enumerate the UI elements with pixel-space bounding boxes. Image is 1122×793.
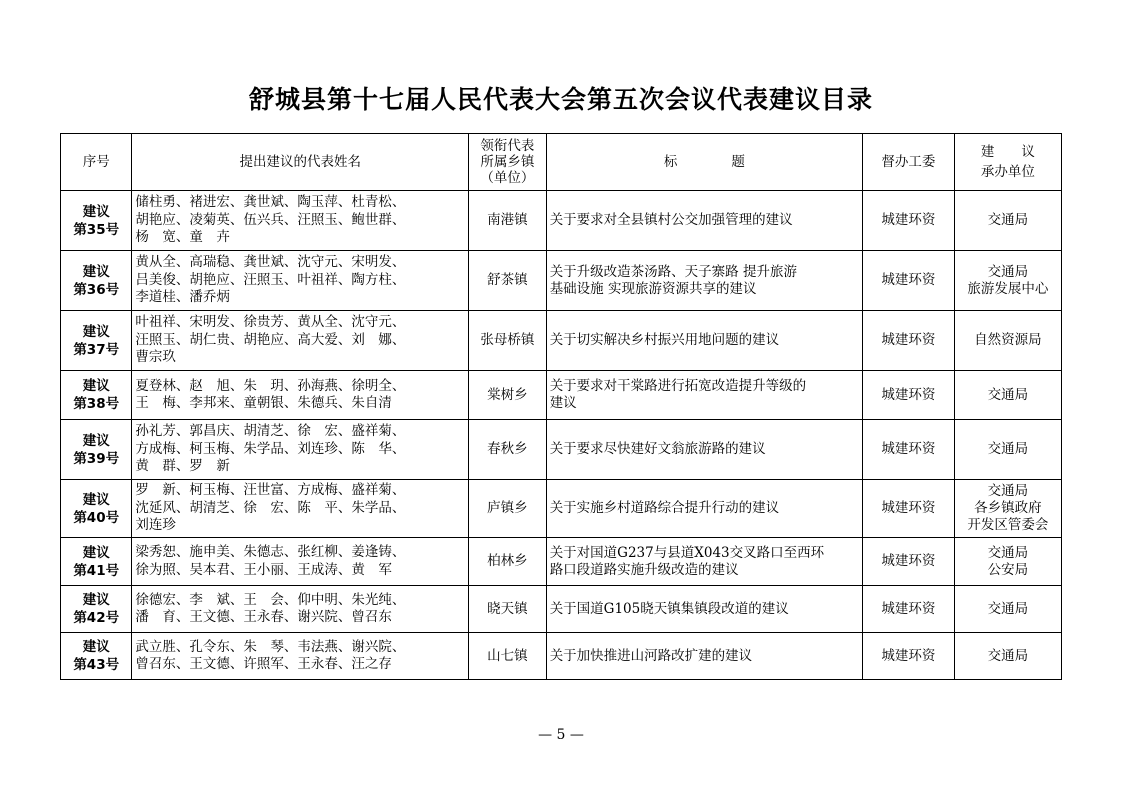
table-row bbox=[61, 633, 1062, 680]
handling-unit: 交通局 bbox=[954, 420, 1061, 480]
proposal-subject: 关于国道G105晓天镇集镇段改道的建议 bbox=[546, 586, 862, 633]
proposal-number: 建议 第41号 bbox=[61, 538, 132, 586]
lead-town: 春秋乡 bbox=[469, 420, 547, 480]
representative-names: 夏登林、赵 旭、朱 玥、孙海燕、徐明全、 王 梅、李邦来、童朝银、朱德兵、朱自清 bbox=[132, 371, 469, 420]
handling-unit: 交通局 bbox=[954, 633, 1061, 680]
proposal-number: 建议 第42号 bbox=[61, 586, 132, 633]
lead-town: 张母桥镇 bbox=[469, 311, 547, 371]
lead-town: 南港镇 bbox=[469, 191, 547, 251]
header-names: 提出建议的代表姓名 bbox=[132, 134, 469, 191]
proposal-subject: 关于要求对干棠路进行拓宽改造提升等级的 建议 bbox=[546, 371, 862, 420]
supervising-committee: 城建环资 bbox=[863, 191, 955, 251]
proposal-subject: 关于切实解决乡村振兴用地问题的建议 bbox=[546, 311, 862, 371]
handling-unit: 交通局 bbox=[954, 586, 1061, 633]
supervising-committee: 城建环资 bbox=[863, 633, 955, 680]
proposal-subject: 关于对国道G237与县道X043交叉路口至西环 路口段道路实施升级改造的建议 bbox=[546, 538, 862, 586]
header-subject: 标 题 bbox=[546, 134, 862, 191]
lead-town: 舒茶镇 bbox=[469, 251, 547, 311]
header-committee: 督办工委 bbox=[863, 134, 955, 191]
table-row bbox=[61, 420, 1062, 480]
lead-town: 棠树乡 bbox=[469, 371, 547, 420]
supervising-committee: 城建环资 bbox=[863, 371, 955, 420]
table-row bbox=[61, 586, 1062, 633]
proposal-subject: 关于升级改造茶汤路、天子寨路 提升旅游 基础设施 实现旅游资源共享的建议 bbox=[546, 251, 862, 311]
supervising-committee: 城建环资 bbox=[863, 251, 955, 311]
handling-unit: 交通局 旅游发展中心 bbox=[954, 251, 1061, 311]
representative-names: 储柱勇、褚进宏、龚世斌、陶玉萍、杜青松、 胡艳应、凌菊英、伍兴兵、汪照玉、鲍世群、 杨 宽、童 卉 bbox=[132, 191, 469, 251]
table-row bbox=[61, 311, 1062, 371]
page-number: — 5 — bbox=[538, 727, 584, 743]
proposal-number: 建议 第35号 bbox=[61, 191, 132, 251]
header-town: 领衔代表 所属乡镇 （单位） bbox=[469, 134, 547, 191]
table-row bbox=[61, 538, 1062, 586]
table-header-row bbox=[61, 134, 1062, 191]
representative-names: 梁秀恕、施申美、朱德志、张红柳、姜逢铸、 徐为照、吴本君、王小丽、王成涛、黄 军 bbox=[132, 538, 469, 586]
table-row bbox=[61, 191, 1062, 251]
proposal-table bbox=[60, 133, 1062, 680]
proposal-number: 建议 第36号 bbox=[61, 251, 132, 311]
supervising-committee: 城建环资 bbox=[863, 538, 955, 586]
table-row bbox=[61, 480, 1062, 538]
representative-names: 黄从全、高瑞稳、龚世斌、沈守元、宋明发、 吕美俊、胡艳应、汪照玉、叶祖祥、陶方柱、 李道桂、潘乔炳 bbox=[132, 251, 469, 311]
proposal-subject: 关于要求对全县镇村公交加强管理的建议 bbox=[546, 191, 862, 251]
lead-town: 山七镇 bbox=[469, 633, 547, 680]
handling-unit: 交通局 公安局 bbox=[954, 538, 1061, 586]
lead-town: 晓天镇 bbox=[469, 586, 547, 633]
proposal-subject: 关于加快推进山河路改扩建的建议 bbox=[546, 633, 862, 680]
representative-names: 叶祖祥、宋明发、徐贵芳、黄从全、沈守元、 汪照玉、胡仁贵、胡艳应、高大爱、刘 娜、 曹宗玖 bbox=[132, 311, 469, 371]
proposal-subject: 关于要求尽快建好文翁旅游路的建议 bbox=[546, 420, 862, 480]
supervising-committee: 城建环资 bbox=[863, 311, 955, 371]
table-row bbox=[61, 251, 1062, 311]
proposal-number: 建议 第39号 bbox=[61, 420, 132, 480]
table-row bbox=[61, 371, 1062, 420]
supervising-committee: 城建环资 bbox=[863, 420, 955, 480]
representative-names: 武立胜、孔令东、朱 琴、韦法燕、谢兴院、 曾召东、王文德、许照军、王永春、汪之存 bbox=[132, 633, 469, 680]
handling-unit: 交通局 bbox=[954, 191, 1061, 251]
proposal-number: 建议 第43号 bbox=[61, 633, 132, 680]
document-title: 舒城县第十七届人民代表大会第五次会议代表建议目录 bbox=[248, 85, 873, 114]
header-unit: 建 议 承办单位 bbox=[954, 134, 1061, 191]
representative-names: 徐德宏、李 斌、王 会、仰中明、朱光纯、 潘 育、王文德、王永春、谢兴院、曾召东 bbox=[132, 586, 469, 633]
handling-unit: 自然资源局 bbox=[954, 311, 1061, 371]
representative-names: 罗 新、柯玉梅、汪世富、方成梅、盛祥菊、 沈延风、胡清芝、徐 宏、陈 平、朱学品、 刘连珍 bbox=[132, 480, 469, 538]
proposal-number: 建议 第40号 bbox=[61, 480, 132, 538]
handling-unit: 交通局 bbox=[954, 371, 1061, 420]
header-no: 序号 bbox=[61, 134, 132, 191]
supervising-committee: 城建环资 bbox=[863, 480, 955, 538]
proposal-number: 建议 第37号 bbox=[61, 311, 132, 371]
handling-unit: 交通局 各乡镇政府 开发区管委会 bbox=[954, 480, 1061, 538]
lead-town: 庐镇乡 bbox=[469, 480, 547, 538]
lead-town: 柏林乡 bbox=[469, 538, 547, 586]
representative-names: 孙礼芳、郭昌庆、胡清芝、徐 宏、盛祥菊、 方成梅、柯玉梅、朱学品、刘连珍、陈 华、 黄 群、罗 新 bbox=[132, 420, 469, 480]
proposal-number: 建议 第38号 bbox=[61, 371, 132, 420]
proposal-subject: 关于实施乡村道路综合提升行动的建议 bbox=[546, 480, 862, 538]
supervising-committee: 城建环资 bbox=[863, 586, 955, 633]
